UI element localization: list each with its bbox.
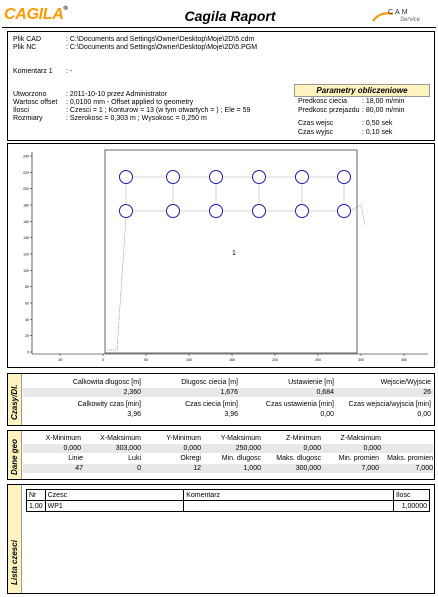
cagila-logo: CAGILA® [4,6,68,23]
hole-circle [296,171,309,184]
x-tick-label: 0 [102,358,104,362]
times-panel [7,373,435,426]
cut-time-value: 3,96 [224,411,238,418]
x-tick-label: 250 [315,358,321,362]
x-max-header: X-Maksimum [100,435,141,442]
arcs-header: Luki [128,455,141,462]
parts-side-label: Lista czesci [8,485,22,593]
y-tick-label: 160 [23,219,29,224]
entry-exit-value: 26 [423,389,431,396]
circles-value: 12 [193,465,201,472]
y-max-header: Y-Maksimum [220,435,261,442]
y-tick-label: 200 [23,187,29,192]
nc-file-value: : C:\Documents and Settings\Owner\Desktop\Moje\2D\5.PGM [66,44,258,51]
x-tick-label: 100 [186,358,192,362]
geo-side-label: Dane geo [8,431,22,479]
circles-header: Okregi [180,455,201,462]
header-divider [2,27,436,28]
comment-header: Komentarz [184,490,394,501]
hole-circle [167,205,180,218]
setup-time-header: Czas ustawienia [min] [265,401,334,408]
x-tick-label: 150 [229,358,235,362]
hole-circle [253,205,266,218]
x-max-value: 303,000 [115,445,141,452]
times-grid [23,378,433,424]
created-value: : 2011-10-10 przez Administrator [66,91,168,98]
cad-file-label: Plik CAD [13,36,42,43]
cut-length-value: 1,676 [220,389,238,396]
setup-length-header: Ustawienie [m] [288,379,334,386]
nr-header: Nr [27,490,46,501]
arcs-value: 0 [137,465,141,472]
y-tick-label: 140 [23,236,29,241]
total-time-value: 3,96 [127,411,141,418]
geo-panel [7,430,435,480]
table-row [27,501,430,512]
cut-time-header: Czas ciecia [min] [185,401,238,408]
z-max-header: Z-Maksimum [340,435,381,442]
y-tick-label: 0 [27,350,29,355]
hole-circle [120,171,133,184]
qty-label: Ilosci [13,107,29,114]
parts-header-row [27,490,430,501]
travel-speed-value: : 80,00 m/min [362,107,405,114]
min-radius-value: 7,000 [361,465,379,472]
cad-file-value: : C:\Documents and Settings\Owner\Desktop\Moje\2D\5.cdm [66,36,255,43]
entry-time-value: : 0,50 sek [362,120,393,127]
part-cell: WP1 [45,501,184,512]
report-title: Cagila Raport [184,8,276,24]
x-tick-label: 200 [272,358,278,362]
part-number-label: 1 [232,250,236,257]
y-tick-label: 100 [23,268,29,273]
cut-path-plot [8,144,434,367]
entry-exit-time-header: Czas wejscia/wyjscia [min] [348,401,431,408]
y-min-header: Y-Minimum [166,435,201,442]
z-min-header: Z-Minimum [286,435,321,442]
size-label: Rozmiary [13,115,43,122]
cut-speed-value: : 18,00 m/min [362,98,405,105]
y-max-value: 250,000 [235,445,261,452]
hole-circle [338,171,351,184]
y-tick-label: 40 [25,317,29,322]
qty-header: Ilosc [394,490,430,501]
min-length-value: 1,000 [243,465,261,472]
comment-cell [184,501,394,512]
y-tick-label: 80 [25,285,29,290]
setup-time-value: 0,00 [320,411,334,418]
hole-circle [210,205,223,218]
y-tick-label: 20 [25,334,29,339]
min-radius-header: Min. promien [338,455,379,462]
qty-cell: 1,00000 [394,501,430,512]
cut-speed-label: Predkosc ciecia [298,98,348,105]
y-tick-label: 180 [23,203,29,208]
x-tick-label: 300 [358,358,364,362]
entry-time-label: Czas wejsc [298,120,334,127]
y-min-value: 0,000 [183,445,201,452]
hole-circle [120,205,133,218]
hole-circle [253,171,266,184]
params-title: Parametry obliczeniowe [294,84,430,97]
y-tick-label: 240 [23,154,29,159]
geo-grid [23,434,433,478]
max-radius-header: Maks. promien [387,455,433,462]
rapid-path [351,205,366,225]
z-max-value: 0,000 [363,445,381,452]
total-length-header: Calkowita dlugosc [m] [72,379,141,386]
lines-value: 47 [75,465,83,472]
nc-file-label: Plik NC [13,44,37,51]
z-min-value: 0,000 [303,445,321,452]
entry-exit-time-value: 0,00 [417,411,431,418]
setup-length-value: 0,684 [316,389,334,396]
max-length-value: 300,000 [295,465,321,472]
parts-table [26,489,430,512]
exit-time-label: Czas wyjsc [298,129,334,136]
part-outline [105,150,357,353]
x-min-header: X-Minimum [45,435,81,442]
exit-time-value: : 0,10 sek [362,129,393,136]
min-length-header: Min. dlugosc [221,455,261,462]
hole-circle [338,205,351,218]
rapid-path [107,218,126,351]
hole-circle [296,205,309,218]
y-tick-label: 60 [25,301,29,306]
y-tick-label: 120 [23,252,29,257]
x-min-value: 0,000 [63,445,81,452]
total-time-header: Calkowity czas [min] [77,401,141,408]
total-length-value: 2,360 [123,389,141,396]
times-side-label: Czasy/Dl. [8,374,22,425]
travel-speed-label: Predkosc przejazdu [298,107,360,114]
qty-value: : Czesci = 1 ; Konturow = 13 (w tym otwartych = ) ; Ele = 59 [66,107,251,114]
cam-service-logo: CAM Service [370,7,430,27]
x-tick-label: 350 [401,358,407,362]
size-value: : Szerokosc = 0,303 m ; Wysokosc = 0,250 m [66,115,207,122]
hole-circle [210,171,223,184]
nr-cell: 1,00 [27,501,46,512]
max-radius-value: 7,000 [415,465,433,472]
comment-value: : - [66,68,73,75]
y-tick-label: 220 [23,170,29,175]
hole-circle [167,171,180,184]
part-header: Czesc [45,490,184,501]
offset-label: Wartosc offset [13,99,58,106]
entry-exit-header: Wejscie/Wyjscie [380,379,431,386]
max-length-header: Maks. dlugosc [276,455,321,462]
x-tick-label: -50 [57,358,63,362]
drawing-panel [7,143,435,368]
comment-label: Komentarz 1 [13,68,53,75]
cut-length-header: Dlugosc ciecia [m] [181,379,238,386]
offset-value: : 0,0100 mm - Offset applied to geometry [66,99,194,106]
x-tick-label: 50 [144,358,148,362]
parts-panel [7,484,435,594]
created-label: Utworzono [13,91,47,98]
lines-header: Linie [68,455,83,462]
